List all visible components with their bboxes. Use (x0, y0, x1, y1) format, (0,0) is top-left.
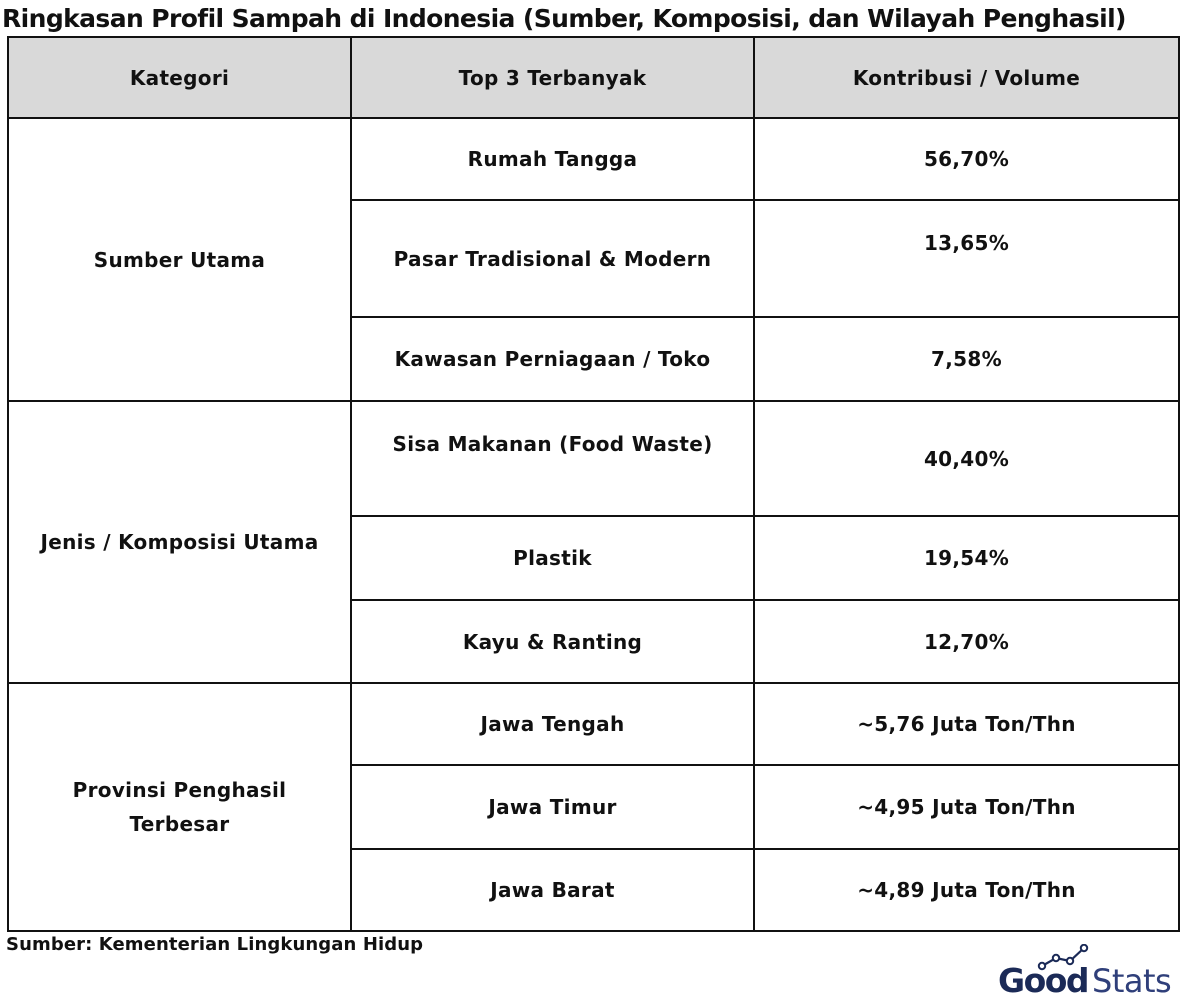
value-cell: 56,70% (754, 118, 1179, 200)
value-cell: 40,40% (754, 401, 1179, 516)
summary-table (7, 36, 1180, 932)
source-note: Sumber: Kementerian Lingkungan Hidup (6, 934, 424, 955)
logo-text-bold: Good (998, 961, 1089, 996)
item-cell: Jawa Barat (351, 849, 754, 931)
category-cell-provinsi (8, 683, 351, 931)
value-cell: 13,65% (754, 200, 1179, 317)
item-cell: Sisa Makanan (Food Waste) (351, 401, 754, 516)
page-title: Ringkasan Profil Sampah di Indonesia (Sumber, Komposisi, dan Wilayah Penghasil) (2, 4, 1126, 33)
item-cell: Kayu & Ranting (351, 600, 754, 683)
goodstats-logo (996, 944, 1182, 996)
item-cell: Kawasan Perniagaan / Toko (351, 317, 754, 401)
value-cell: ~5,76 Juta Ton/Thn (754, 683, 1179, 765)
category-cell-komposisi: Jenis / Komposisi Utama (8, 401, 351, 683)
table-header-row (8, 37, 1179, 118)
value-cell: 7,58% (754, 317, 1179, 401)
value-cell: 19,54% (754, 516, 1179, 600)
category-cell-sumber-utama: Sumber Utama (8, 118, 351, 401)
item-cell: Rumah Tangga (351, 118, 754, 200)
table-row (8, 401, 1179, 516)
header-top3: Top 3 Terbanyak (351, 37, 754, 118)
table-row (8, 683, 1179, 765)
header-kategori: Kategori (8, 37, 351, 118)
item-cell: Jawa Timur (351, 765, 754, 849)
item-cell: Pasar Tradisional & Modern (351, 200, 754, 317)
header-kontribusi: Kontribusi / Volume (754, 37, 1179, 118)
value-cell: 12,70% (754, 600, 1179, 683)
table-row (8, 118, 1179, 200)
category-label-provinsi: Provinsi Penghasil Terbesar (72, 778, 287, 836)
value-cell: ~4,95 Juta Ton/Thn (754, 765, 1179, 849)
item-cell: Plastik (351, 516, 754, 600)
logo-text-light: Stats (1092, 962, 1172, 996)
value-cell: ~4,89 Juta Ton/Thn (754, 849, 1179, 931)
item-cell: Jawa Tengah (351, 683, 754, 765)
